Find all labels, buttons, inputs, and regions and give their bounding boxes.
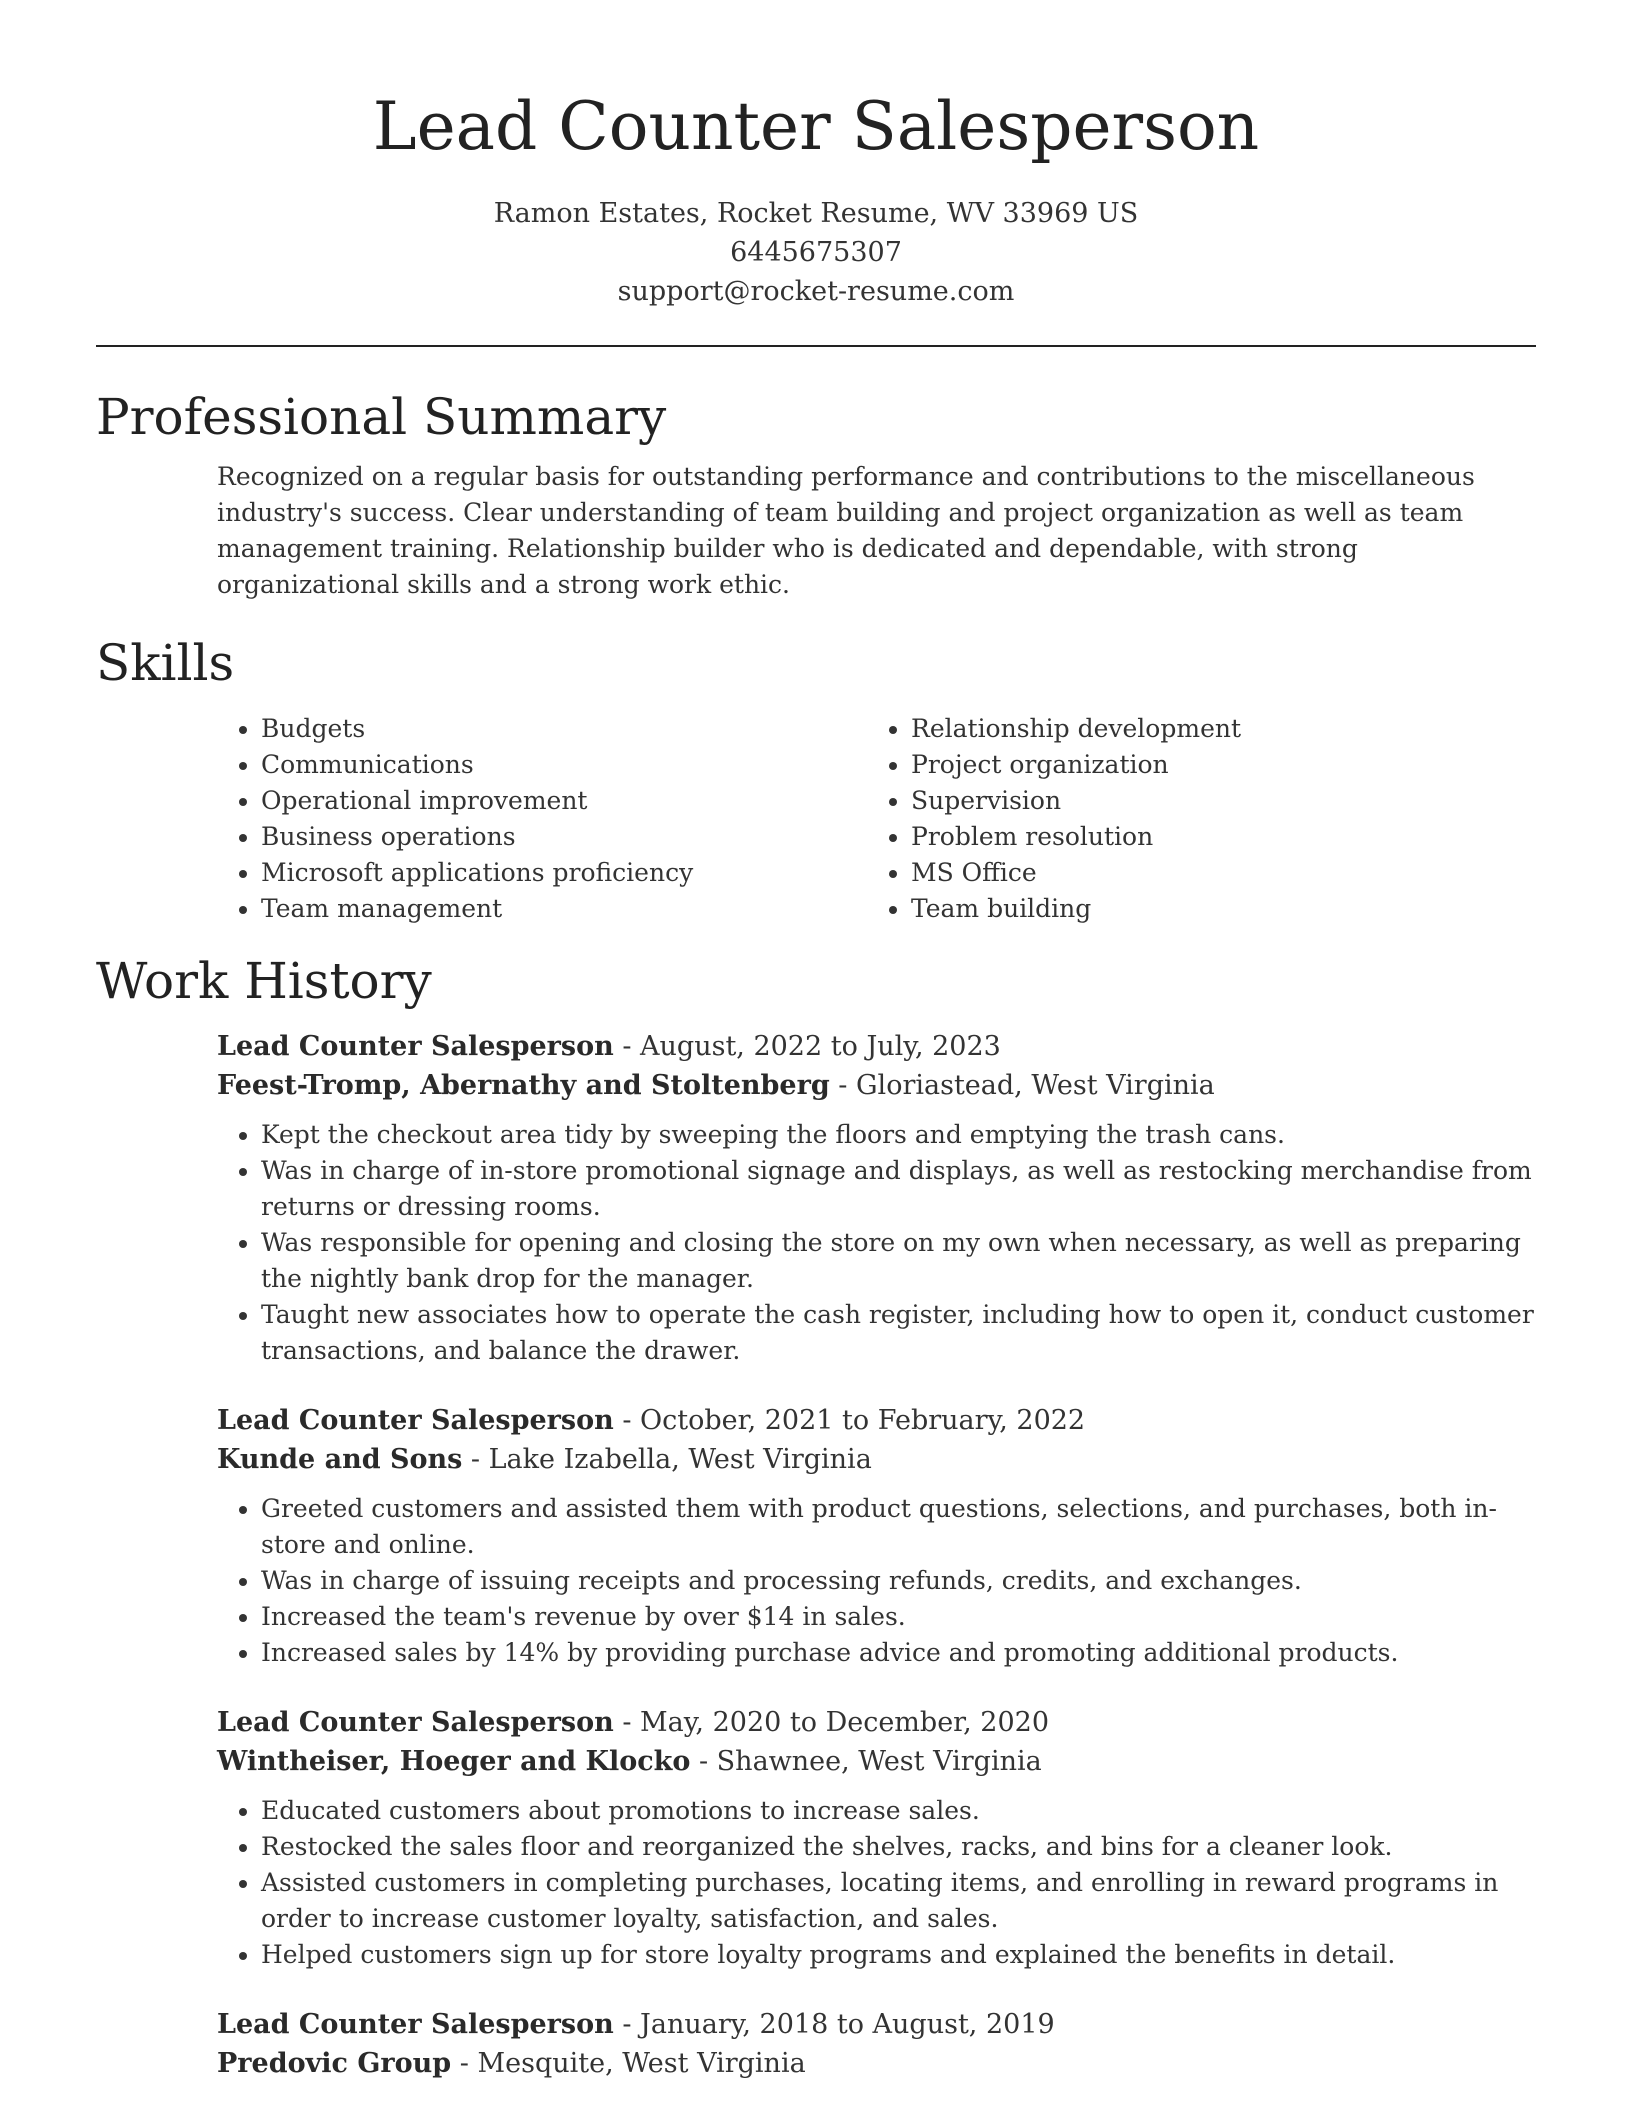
job-company-line bbox=[217, 2044, 1536, 2083]
contact-email: support@rocket-resume.com bbox=[617, 276, 1015, 307]
skill-item: • Business operations bbox=[261, 819, 867, 855]
skill-item: • Relationship development bbox=[911, 711, 1517, 747]
job-dates: - August, 2022 to July, 2023 bbox=[613, 1031, 1001, 1062]
job-bullet: • Assisted customers in completing purchases, locating items, and enrolling in reward programs in order to increase customer loyalty, satisfaction, and sales. bbox=[261, 1865, 1536, 1937]
job-company: Predovic Group bbox=[217, 2048, 452, 2079]
job-bullet: • Increased the team's revenue by over $14 in sales. bbox=[261, 1599, 1536, 1635]
job-bullet: • Greeted customers and assisted them with product questions, selections, and purchases, both in-store and online. bbox=[261, 1491, 1536, 1563]
job-bullet: • Restocked the sales floor and reorganized the shelves, racks, and bins for a cleaner look. bbox=[261, 1829, 1536, 1865]
job-title-line bbox=[217, 1401, 1536, 1440]
job-title-line bbox=[217, 1027, 1536, 1066]
job-title: Lead Counter Salesperson bbox=[217, 1707, 614, 1738]
skill-item: • Budgets bbox=[261, 711, 867, 747]
section-heading-skills: Skills bbox=[96, 634, 235, 692]
job-bullet: • Increased sales by 14% by providing purchase advice and promoting additional products. bbox=[261, 1635, 1536, 1671]
resume-title: Lead Counter Salesperson bbox=[372, 88, 1260, 165]
summary-text: Recognized on a regular basis for outstanding performance and contributions to the miscellaneous industry's success. Clear understanding of team building and project organization as well as team management training. Relationship builder who is dedicated and dependable, with strong organizational skills and a strong work ethic. bbox=[217, 462, 1475, 599]
job-location: - Shawnee, West Virginia bbox=[690, 1746, 1042, 1777]
job-title: Lead Counter Salesperson bbox=[217, 1405, 614, 1436]
job-bullet: • Was in charge of issuing receipts and processing refunds, credits, and exchanges. bbox=[261, 1563, 1536, 1599]
skill-item: • Microsoft applications proficiency bbox=[261, 855, 867, 891]
job-bullet: • Kept the checkout area tidy by sweeping the floors and emptying the trash cans. bbox=[261, 1117, 1536, 1153]
skill-item: • Project organization bbox=[911, 747, 1517, 783]
skill-item: • Problem resolution bbox=[911, 819, 1517, 855]
skill-item: • Team building bbox=[911, 891, 1517, 927]
skills-column-right bbox=[867, 711, 1517, 927]
skill-item: • MS Office bbox=[911, 855, 1517, 891]
skills-list bbox=[217, 711, 1536, 927]
job-title: Lead Counter Salesperson bbox=[217, 1031, 614, 1062]
job-bullets bbox=[217, 1793, 1536, 1973]
job-bullet: • Educated customers about promotions to increase sales. bbox=[261, 1793, 1536, 1829]
job-entry bbox=[217, 1401, 1536, 1671]
resume-header bbox=[96, 0, 1536, 311]
job-title-line bbox=[217, 1703, 1536, 1742]
job-dates: - October, 2021 to February, 2022 bbox=[613, 1405, 1086, 1436]
job-dates: - May, 2020 to December, 2020 bbox=[613, 1707, 1049, 1738]
job-company-line bbox=[217, 1742, 1536, 1781]
contact-phone: 6445675307 bbox=[730, 237, 902, 268]
job-dates: - January, 2018 to August, 2019 bbox=[613, 2009, 1055, 2040]
job-location: - Lake Izabella, West Virginia bbox=[462, 1444, 872, 1475]
job-title: Lead Counter Salesperson bbox=[217, 2009, 614, 2040]
skill-item: • Team management bbox=[261, 891, 867, 927]
skill-item: • Supervision bbox=[911, 783, 1517, 819]
job-bullet: • Helped customers sign up for store loyalty programs and explained the benefits in detail. bbox=[261, 1937, 1536, 1973]
job-entry bbox=[217, 2005, 1536, 2083]
job-entry bbox=[217, 1703, 1536, 1973]
section-heading-work-history: Work History bbox=[96, 952, 432, 1010]
job-company: Kunde and Sons bbox=[217, 1444, 463, 1475]
job-bullet: • Was responsible for opening and closing the store on my own when necessary, as well as preparing the nightly bank drop for the manager. bbox=[261, 1225, 1536, 1297]
skill-item: • Communications bbox=[261, 747, 867, 783]
job-company: Feest-Tromp, Abernathy and Stoltenberg bbox=[217, 1070, 830, 1101]
job-bullet: • Taught new associates how to operate the cash register, including how to open it, conduct customer transactions, and balance the drawer. bbox=[261, 1297, 1536, 1369]
job-bullet: • Was in charge of in-store promotional signage and displays, as well as restocking merchandise from returns or dressing rooms. bbox=[261, 1153, 1536, 1225]
job-entry bbox=[217, 1027, 1536, 1369]
job-location: - Gloriastead, West Virginia bbox=[829, 1070, 1215, 1101]
job-company-line bbox=[217, 1066, 1536, 1105]
skill-item: • Operational improvement bbox=[261, 783, 867, 819]
skills-column-left bbox=[217, 711, 867, 927]
section-heading-summary: Professional Summary bbox=[96, 388, 667, 446]
job-bullets bbox=[217, 1491, 1536, 1671]
contact-address: Ramon Estates, Rocket Resume, WV 33969 US bbox=[493, 198, 1139, 229]
contact-info bbox=[96, 194, 1536, 311]
job-company-line bbox=[217, 1440, 1536, 1479]
header-divider bbox=[96, 345, 1536, 347]
job-bullets bbox=[217, 1117, 1536, 1369]
job-location: - Mesquite, West Virginia bbox=[451, 2048, 806, 2079]
job-company: Wintheiser, Hoeger and Klocko bbox=[217, 1746, 691, 1777]
job-title-line bbox=[217, 2005, 1536, 2044]
